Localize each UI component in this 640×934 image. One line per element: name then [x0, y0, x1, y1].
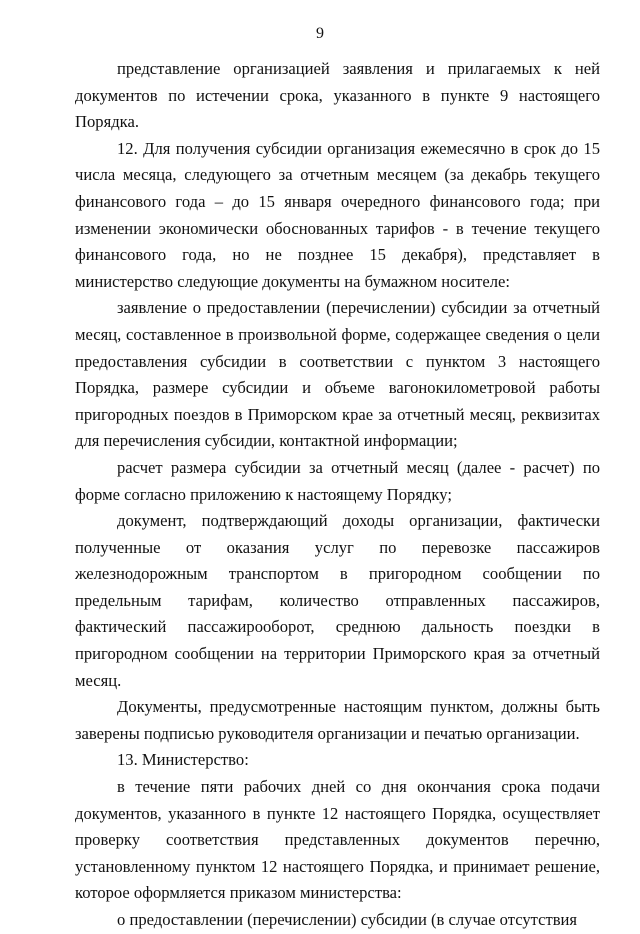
paragraph: заявление о предоставлении (перечислении) субсидии за отчетный месяц, составленное в произвольной форме, содержащее сведения о цели предоставления субсидии в соответствии с пунктом 3 настоящего Порядка, размере субсидии и объеме вагонокилометровой работы пригородных поездов в Приморском крае за отчетный месяц, реквизитах для перечисления субсидии, контактной информации;	[75, 298, 600, 451]
paragraph: документ, подтверждающий доходы организации, фактически полученные от оказания услуг по перевозке пассажиров железнодорожным транспортом в пригородном сообщении по предельным тарифам, количество отправленных пассажиров, фактический пассажирооборот, среднюю дальность поездки в пригородном сообщении на территории Приморского края за отчетный месяц.	[75, 511, 600, 690]
paragraph: в течение пяти рабочих дней со дня окончания срока подачи документов, указанного в пункте 12 настоящего Порядка, осуществляет проверку соответствия представленных документов перечню, установленному пунктом 12 настоящего Порядка, и принимает решение, которое оформляется приказом министерства:	[75, 777, 600, 903]
page-number: 9	[316, 25, 324, 42]
paragraph: 13. Министерство:	[117, 750, 249, 770]
document-body	[75, 56, 600, 934]
paragraph: расчет размера субсидии за отчетный месяц (далее - расчет) по форме согласно приложению к настоящему Порядку;	[75, 457, 600, 504]
paragraph: Документы, предусмотренные настоящим пунктом, должны быть заверены подписью руководителя организации и печатью организации.	[75, 697, 600, 743]
paragraph: о предоставлении (перечислении) субсидии (в случае отсутствия	[117, 910, 578, 929]
paragraph: 12. Для получения субсидии организация ежемесячно в срок до 15 числа месяца, следующего за отчетным месяцем (за декабрь текущего финансового года – до 15 января очередного финансового года; при изменении экономически обоснованных тарифов - в течение текущего финансового года, но не позднее 15 декабря), представляет в министерство следующие документы на бумажном носителе:	[75, 138, 600, 291]
paragraph: представление организацией заявления и прилагаемых к ней документов по истечении срока, указанного в пункте 9 настоящего Порядка.	[75, 59, 600, 132]
